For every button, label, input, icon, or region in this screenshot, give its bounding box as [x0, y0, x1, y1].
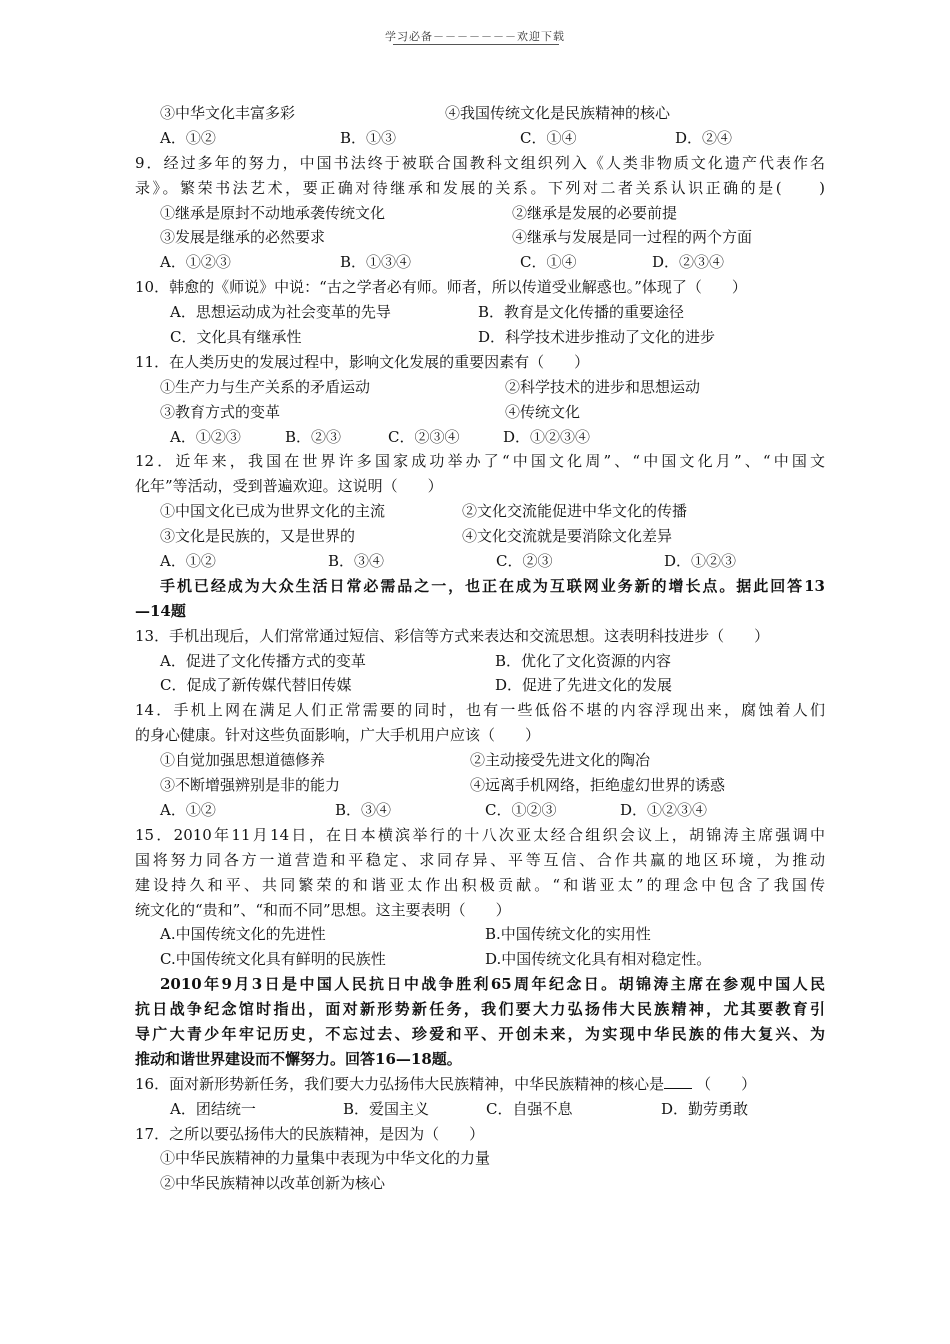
q10-stem: 10．韩愈的《师说》中说：“古之学者必有师。师者，所以传道受业解惑也。”体现了（ ）: [135, 278, 747, 297]
q16-answer-paren: （ ）: [696, 1074, 757, 1093]
material1-line2: —14题: [135, 601, 186, 620]
q16-choice-b: B．爱国主义: [343, 1099, 430, 1118]
q11-option-1: ①生产力与生产关系的矛盾运动: [160, 377, 371, 396]
q14-option-1: ①自觉加强思想道德修养: [160, 751, 326, 770]
q15-stem-line4: 统文化的“贵和”、“和而不同”思想。这主要表明（ ）: [135, 900, 511, 919]
q11-options-row1: [135, 375, 825, 400]
q12-options-row1: [135, 499, 825, 524]
q15-option-a: A.中国传统文化的先进性: [160, 925, 326, 944]
material1-line1: 手机已经成为大众生活日常必需品之一，也正在成为互联网业务新的增长点。据此回答13: [160, 576, 825, 595]
q9-choice-a: A．①②③: [160, 253, 231, 272]
q17-option-2: ②中华民族精神以改革创新为核心: [160, 1174, 386, 1193]
q12-choices: [135, 549, 825, 574]
q14-choices: [135, 798, 825, 823]
q11-option-4: ④传统文化: [505, 402, 581, 421]
q14-stem-line2: 的身心健康。针对这些负面影响，广大手机用户应该（ ）: [135, 726, 541, 745]
q9-options-row2: [135, 225, 825, 250]
q14-choice-c: C．①②③: [485, 800, 557, 819]
q13-options-row2: [135, 673, 825, 698]
q16-stem-text: 16．面对新形势新任务，我们要大力弘扬伟大民族精神，中华民族精神的核心是: [135, 1074, 665, 1093]
q12-option-2: ②文化交流能促进中华文化的传播: [462, 502, 688, 521]
q8-choice-b: B．①③: [340, 128, 397, 147]
q10-options-row1: [135, 300, 825, 325]
q9-choice-b: B．①③④: [340, 253, 412, 272]
q11-choice-c: C．②③④: [388, 427, 460, 446]
material2-line3: 导广大青少年牢记历史，不忘过去、珍爱和平、开创未来，为实现中华民族的伟大复兴、为: [135, 1024, 825, 1043]
q14-choice-b: B．③④: [335, 800, 392, 819]
q8-choice-a: A．①②: [160, 128, 216, 147]
q15-option-d: D.中国传统文化具有相对稳定性。: [485, 950, 712, 969]
q8-option-3: ③中华文化丰富多彩: [160, 104, 296, 122]
q14-options-row1: [135, 748, 825, 773]
q14-option-4: ④远离手机网络，拒绝虚幻世界的诱惑: [470, 776, 726, 795]
q9-option-2: ②继承是发展的必要前提: [512, 203, 678, 222]
q12-choice-a: A．①②: [160, 552, 216, 571]
q8-option-4: ④我国传统文化是民族精神的核心: [445, 104, 671, 122]
q15-options-row1: [135, 922, 825, 947]
q13-option-d: D．促进了先进文化的发展: [495, 676, 673, 695]
material2-line4: 推动和谐世界建设而不懈努力。回答16—18题。: [135, 1049, 462, 1068]
q15-stem-line1: 15．2010年11月14日，在日本横滨举行的十八次亚太经合组织会议上，胡锦涛主席强调中: [135, 825, 825, 844]
q13-option-a: A．促进了文化传播方式的变革: [160, 651, 366, 670]
header-rule: [393, 44, 559, 45]
q9-choice-d: D．②③④: [652, 253, 725, 272]
q17-stem: 17．之所以要弘扬伟大的民族精神，是因为（ ）: [135, 1124, 485, 1143]
q9-options-row1: [135, 201, 825, 226]
q9-choices: [135, 250, 825, 275]
q17-option-1: ①中华民族精神的力量集中表现为中华文化的力量: [160, 1149, 491, 1168]
q11-choice-a: A．①②③: [170, 427, 241, 446]
q11-stem: 11．在人类历史的发展过程中，影响文化发展的重要因素有（ ）: [135, 352, 590, 371]
q12-option-3: ③文化是民族的，又是世界的: [160, 527, 356, 546]
q11-choices: [135, 425, 825, 450]
q13-option-c: C．促成了新传媒代替旧传媒: [160, 676, 352, 695]
q11-choice-b: B．②③: [285, 427, 342, 446]
q12-option-1: ①中国文化已成为世界文化的主流: [160, 502, 386, 521]
q12-stem-line2: 化年”等活动，受到普遍欢迎。这说明（ ）: [135, 477, 443, 496]
q11-option-2: ②科学技术的进步和思想运动: [505, 377, 701, 396]
material2-line1: 2010年9月3日是中国人民抗日中战争胜利65周年纪念日。胡锦涛主席在参观中国人民: [160, 975, 825, 994]
q8-choice-c: C．①④: [520, 128, 577, 147]
q11-options-row2: [135, 400, 825, 425]
q8-choice-d: D．②④: [675, 128, 733, 147]
q9-option-3: ③发展是继承的必然要求: [160, 228, 326, 247]
q15-options-row2: [135, 947, 825, 972]
q8-options-row: [135, 101, 825, 126]
q13-options-row1: [135, 649, 825, 674]
q16-stem: [135, 1072, 825, 1097]
q14-choice-a: A．①②: [160, 800, 216, 819]
exam-content: [135, 101, 825, 1196]
q10-options-row2: [135, 325, 825, 350]
q9-stem-line1: 9．经过多年的努力，中国书法终于被联合国教科文组织列入《人类非物质文化遗产代表作名: [135, 153, 825, 172]
q14-option-3: ③不断增强辨别是非的能力: [160, 776, 341, 795]
q9-choice-c: C．①④: [520, 253, 577, 272]
q12-stem-line1: 12．近年来，我国在世界许多国家成功举办了“中国文化周”、“中国文化月”、“中国文: [135, 452, 825, 471]
q12-choice-b: B．③④: [328, 552, 385, 571]
q9-option-1: ①继承是原封不动地承袭传统文化: [160, 203, 386, 222]
q12-option-4: ④文化交流就是要消除文化差异: [462, 527, 673, 546]
q10-option-c: C．文化具有继承性: [170, 328, 302, 347]
q16-choice-d: D．勤劳勇敢: [661, 1099, 749, 1118]
q15-option-c: C.中国传统文化具有鲜明的民族性: [160, 950, 386, 969]
q13-option-b: B．优化了文化资源的内容: [495, 651, 672, 670]
q10-option-a: A．思想运动成为社会变革的先导: [170, 303, 391, 322]
q14-choice-d: D．①②③④: [620, 800, 708, 819]
q16-choice-a: A．团结统一: [170, 1099, 256, 1118]
q8-choices: [135, 126, 825, 151]
page-header: 学习必备－－－－－－－欢迎下载: [385, 30, 565, 43]
q14-option-2: ②主动接受先进文化的陶冶: [470, 751, 651, 770]
q15-stem-line3: 建设持久和平、共同繁荣的和谐亚太作出积极贡献。“和谐亚太”的理念中包含了我国传: [135, 875, 825, 894]
q12-options-row2: [135, 524, 825, 549]
q16-choice-c: C．自强不息: [486, 1099, 573, 1118]
q12-choice-c: C．②③: [496, 552, 553, 571]
q9-stem-line2: 录》。繁荣书法艺术，要正确对待继承和发展的关系。下列对二者关系认识正确的是( ): [135, 178, 825, 197]
q16-answer-blank: [664, 1073, 692, 1089]
q12-choice-d: D．①②③: [664, 552, 737, 571]
q10-option-d: D．科学技术进步推动了文化的进步: [478, 328, 716, 347]
q15-option-b: B.中国传统文化的实用性: [485, 925, 651, 944]
q11-option-3: ③教育方式的变革: [160, 402, 281, 421]
q10-option-b: B．教育是文化传播的重要途径: [478, 303, 685, 322]
material2-line2: 抗日战争纪念馆时指出，面对新形势新任务，我们要大力弘扬伟大民族精神，尤其要教育引: [135, 1000, 825, 1019]
q16-choices: [135, 1097, 825, 1122]
q14-stem-line1: 14．手机上网在满足人们正常需要的同时，也有一些低俗不堪的内容浮现出来，腐蚀着人们: [135, 701, 825, 720]
q9-option-4: ④继承与发展是同一过程的两个方面: [512, 228, 753, 247]
q14-options-row2: [135, 773, 825, 798]
q13-stem: 13．手机出现后，人们常常通过短信、彩信等方式来表达和交流思想。这表明科技进步（ ）: [135, 626, 770, 645]
q11-choice-d: D．①②③④: [503, 427, 591, 446]
q15-stem-line2: 国将努力同各方一道营造和平稳定、求同存异、平等互信、合作共赢的地区环境，为推动: [135, 850, 825, 869]
